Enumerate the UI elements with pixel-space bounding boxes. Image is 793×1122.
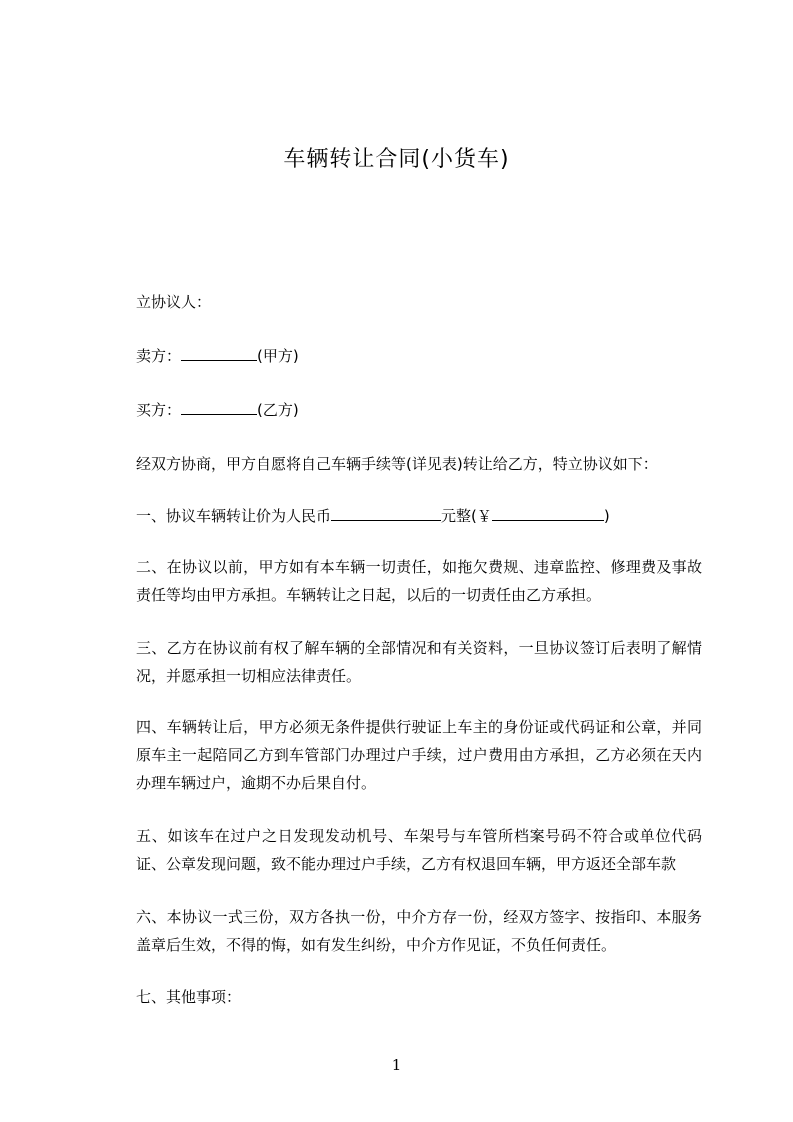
clause-2: 二、在协议以前，甲方如有本车辆一切责任，如拖欠费规、违章监控、修理费及事故责任等均由甲方承担。车辆转让之日起，以后的一切责任由乙方承担。 xyxy=(136,558,702,604)
clause-1-prefix: 一、协议车辆转让价为人民币 xyxy=(136,507,332,525)
parties-label: 立协议人： xyxy=(136,293,212,311)
seller-line xyxy=(136,345,299,366)
intro-text: 经双方协商，甲方自愿将自己车辆手续等(详见表)转让给乙方，特立协议如下： xyxy=(136,455,658,473)
buyer-suffix: (乙方) xyxy=(257,401,299,419)
clause-4: 四、车辆转让后，甲方必须无条件提供行驶证上车主的身份证或代码证和公章，并同原车主一起陪同乙方到车管部门办理过户手续，过户费用由方承担，乙方必须在天内办理车辆过户，逾期不办后果自付。 xyxy=(136,718,702,792)
seller-label: 卖方： xyxy=(136,347,182,365)
clause-3: 三、乙方在协议前有权了解车辆的全部情况和有关资料，一旦协议签订后表明了解情况，并愿承担一切相应法律责任。 xyxy=(136,639,702,685)
clause-1-mid: 元整(￥ xyxy=(441,507,492,525)
document-title: 车辆转让合同(小货车) xyxy=(283,147,510,172)
clause-7: 七、其他事项： xyxy=(136,988,242,1006)
seller-suffix: (甲方) xyxy=(257,347,299,365)
clause-6: 六、本协议一式三份，双方各执一份，中介方存一份，经双方签字、按指印、本服务盖章后生效，不得的悔，如有发生纠纷，中介方作见证，不负任何责任。 xyxy=(136,908,702,954)
clause-1 xyxy=(136,505,610,526)
buyer-label: 买方： xyxy=(136,401,182,419)
price-blank[interactable] xyxy=(331,506,441,521)
clause-1-suffix: ) xyxy=(603,507,610,525)
buyer-line xyxy=(136,399,299,420)
page-number: 1 xyxy=(391,1056,402,1074)
seller-blank[interactable] xyxy=(181,346,257,361)
price-number-blank[interactable] xyxy=(492,506,604,521)
clause-5: 五、如该车在过户之日发现发动机号、车架号与车管所档案号码不符合或单位代码证、公章发现问题，致不能办理过户手续，乙方有权退回车辆，甲方返还全部车款 xyxy=(136,827,702,873)
buyer-blank[interactable] xyxy=(181,400,257,415)
